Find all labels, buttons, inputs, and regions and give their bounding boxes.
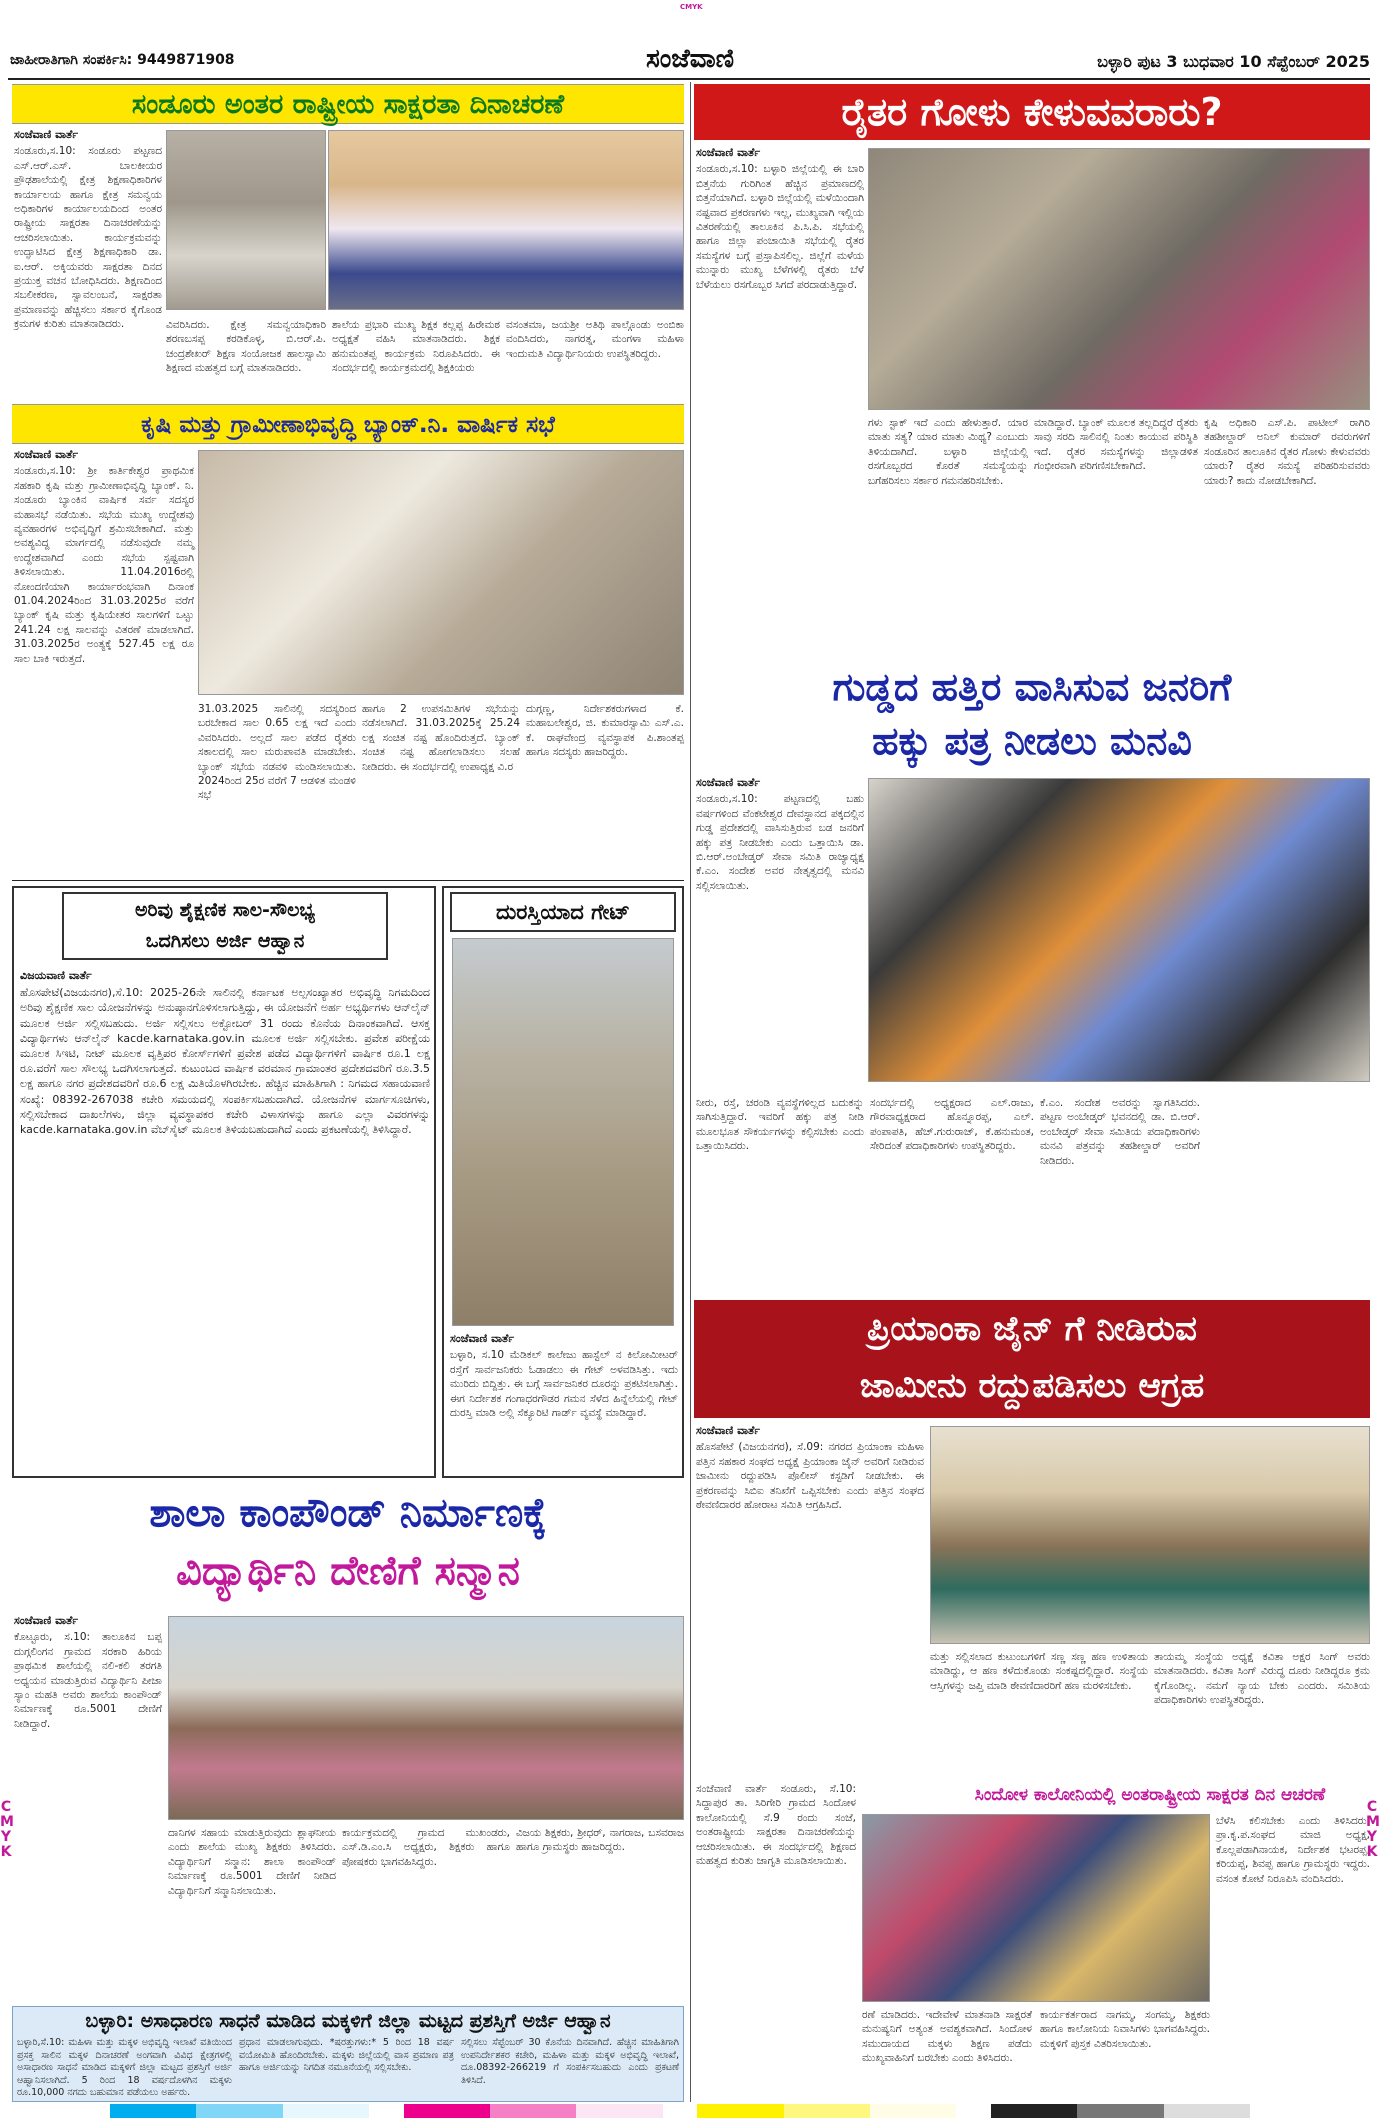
farmers-col-3: ಮಾಡಿದ್ದಾರೆ. ಬ್ಯಾಂಕ್ ಮೂಲಕ ತಲ್ಲದಿದ್ದರೆ ರೈತರು ಸಾವು ಸರದಿ ಸಾಲಿನಲ್ಲಿ ನಿಂತು ಕಾಯುವ ಪರಿಸ್ಥಿತಿ ಇದೆ. ರೈತರ ಸಮಸ್ಯೆಗಳನ್ನು ಜಿಲ್ಲಾಡಳಿತ ಗಂಭೀರವಾಗಿ ಪರಿಗಣಿಸಬೇಕಾಗಿದೆ. (1034, 417, 1198, 473)
literacy-headline-bar (12, 84, 684, 124)
education-loan-headline-1: ಅರಿವು ಶೈಕ್ಷಣಿಕ ಸಾಲ-ಸೌಲಭ್ಯ (135, 899, 315, 921)
left-divider-1 (12, 880, 684, 881)
awards-headline: ಬಳ್ಳಾರಿ: ಅಸಾಧಾರಣ ಸಾಧನೆ ಮಾಡಿದ ಮಕ್ಕಳಿಗೆ ಜಿಲ್ಲಾ ಮಟ್ಟದ ಪ್ರಶಸ್ತಿಗೆ ಅರ್ಜಿ ಆಹ್ವಾನ (85, 2010, 611, 2032)
hill-byline: ಸಂಜೆವಾಣಿ ವಾರ್ತೆ (696, 776, 761, 789)
sindhol-headline-bar (930, 1780, 1370, 1810)
edition-line: ಬಳ್ಳಾರಿ ಪುಟ 3 ಬುಧವಾರ 10 ಸೆಪ್ಟೆಂಬರ್ 2025 (1097, 52, 1370, 71)
swatch-magenta-light (490, 2104, 576, 2118)
masthead-divider (8, 78, 1370, 80)
farmers-headline-bar (694, 84, 1370, 140)
awards-box (12, 2006, 684, 2102)
bank-photo (198, 450, 684, 695)
swatch-gap-1 (369, 2104, 404, 2118)
hill-col-5 (1206, 1096, 1370, 1292)
sindhol-headline: ಸಿಂದೋಳ ಕಾಲೋನಿಯಲ್ಲಿ ಅಂತರಾಷ್ಟ್ರೀಯ ಸಾಕ್ಷರತ ದಿನ ಆಚರಣೆ (974, 1785, 1326, 1805)
literacy-byline: ಸಂಜೆವಾಣಿ ವಾರ್ತೆ (14, 128, 79, 141)
literacy-headline: ಸಂಡೂರು ಅಂತರ ರಾಷ್ಟ್ರೀಯ ಸಾಕ್ಷರತಾ ದಿನಾಚರಣೆ (131, 89, 565, 120)
cmyk-right-text: CMYK (1366, 1799, 1380, 1860)
gate-headline-box (450, 892, 676, 932)
education-loan-byline: ವಿಜಯವಾಣಿ ವಾರ್ತೆ (20, 969, 92, 982)
priyanka-col-2: ಮತ್ತು ಸಲ್ಲಿಸಲಾದ ಕುಟುಂಬಗಳಿಗೆ ಸಣ್ಣ ಸಣ್ಣ ಹಣ ಉಳಿತಾಯ ಮಾಡಿದ್ದು, ಆ ಹಣ ಕಳೆದುಕೊಂಡು ಸಂಕಷ್ಟದಲ್ಲಿದ್ದಾರೆ. ಸಂಸ್ಥೆಯ ಆಸ್ತಿಗಳನ್ನು ಜಪ್ತಿ ಮಾಡಿ ಠೇವಣಿದಾರರಿಗೆ ಹಣ ಮರಳಿಸಬೇಕು. (930, 1651, 1148, 1692)
cmyk-mark-right (1366, 1800, 1378, 1870)
gate-byline: ಸಂಜೆವಾಣಿ ವಾರ್ತೆ (450, 1332, 515, 1345)
swatch-cyan-pale (283, 2104, 369, 2118)
compound-photo (168, 1616, 684, 1820)
sindhol-photo (862, 1814, 1210, 2002)
hill-photo (868, 778, 1370, 1082)
awards-col-2: ಪ್ರಧಾನ ಮಾಡಲಾಗುವುದು. *ಷರತ್ತುಗಳು:* 5 ರಿಂದ 18 ವರ್ಷ ವಯೋಮಿತಿ ಹೊಂದಿರಬೇಕು. ಮಕ್ಕಳು ಜಿಲ್ಲೆಯಲ್ಲಿ ವಾಸ ಪ್ರಮಾಣ ಪತ್ರ ಹಾಗೂ ಅರ್ಜಿಯನ್ನು ನಿಗದಿತ ನಮೂನೆಯಲ್ಲಿ ಸಲ್ಲಿಸಬೇಕು. (239, 2037, 454, 2073)
literacy-col-4: ವಸಂತಮಾ, ಜಯಶ್ರೀ ಅತಿಥಿ ಪಾಲ್ಗೊಂಡು ಅಂಬಿಕಾ ವಂದಿಸಿದರು, ನಾಗರತ್ನ, ಮಂಗಳಾ ಮಹಿಳಾ ಇಂದುಮತಿ ವಿದ್ಯಾರ್ಥಿನಿಯರು ಉಪಸ್ಥಿತರಿದ್ದರು. (506, 319, 684, 360)
bank-byline: ಸಂಜೆವಾಣಿ ವಾರ್ತೆ (14, 448, 79, 461)
logo-text: ಸಂಜೆವಾಣಿ (645, 44, 735, 74)
compound-text-1: ಕೊಟ್ಟೂರು, ಸ.10: ತಾಲೂಕಿನ ಬಪ್ಪ ದುಗ್ಗಲಿಂಗನ ಗ್ರಾಮದ ಸರಕಾರಿ ಹಿರಿಯ ಪ್ರಾಥಮಿಕ ಶಾಲೆಯಲ್ಲಿ ನಲಿ-ಕಲಿ ತರಗತಿ ಅಧ್ಯಯನ ಮಾಡುತ್ತಿರುವ ವಿದ್ಯಾರ್ಥಿನಿ ಪೀಜಾ ಸ್ಯಾಂ ಮಹತಿ ಅವರು ಶಾಲೆಯ ಕಾಂಪೌಂಡ್ ನಿರ್ಮಾಣಕ್ಕೆ ರೂ.5001 ದೇಣಿಗೆ ನೀಡಿದ್ದಾರೆ. (14, 1631, 162, 1730)
education-loan-headline-box (62, 892, 388, 960)
gate-body (450, 1332, 678, 1474)
main-column-divider (690, 82, 691, 2102)
priyanka-photo (930, 1426, 1370, 1644)
compound-headline-area (12, 1484, 684, 1610)
swatch-yellow-light (784, 2104, 870, 2118)
priyanka-headline-bar (694, 1300, 1370, 1418)
hill-col-1 (696, 776, 864, 1092)
sindhol-col-4: ಬೆಳೆಸಿ ಕಲಿಸಬೇಕು ಎಂದು ತಿಳಿಸಿದರು. ಪ್ರಾ.ಕೃ.ಪ.ಸಂಘದ ಮಾಜಿ ಅಧ್ಯಕ್ಷ, ಕೊಲ್ಲಪಡಾಗಿನಾಯಕ, ನಿರ್ದೇಶಕ ಭಟರಪ್ಪ, ಕರಿಯಪ್ಪ, ಶಿವಪ್ಪ ಹಾಗೂ ಗ್ರಾಮಸ್ಥರು ಇದ್ದರು. ವಸಂತ ಕೋಟೆ ನಿರೂಪಿಸಿ ವಂದಿಸಿದರು. (1216, 1815, 1370, 1885)
bank-headline-bar (12, 404, 684, 444)
gate-photo (452, 938, 674, 1326)
swatch-cyan-light (196, 2104, 282, 2118)
bank-col-1 (14, 448, 194, 874)
hill-headline-area (694, 660, 1370, 770)
swatch-gap-3 (956, 2104, 991, 2118)
farmers-byline: ಸಂಜೆವಾಣಿ ವಾರ್ತೆ (696, 146, 761, 159)
compound-headline-2: ವಿದ್ಯಾರ್ಥಿನಿ ದೇಣಿಗೆ ಸನ್ಮಾನ (176, 1548, 520, 1594)
gate-box (442, 886, 684, 1478)
priyanka-col-1 (696, 1424, 924, 1776)
compound-col-4: ವಿಜಯ ಶಿಕ್ಷಕರು, ಶ್ರೀಧರ್, ನಾಗರಾಜ, ಬಸವರಾಜ ಹಾಗೂ ಗ್ರಾಮಸ್ಥರು ಹಾಜರಿದ್ದರು. (516, 1827, 684, 1854)
hill-headline-2: ಹಕ್ಕು ಪತ್ರ ನೀಡಲು ಮನವಿ (872, 719, 1192, 763)
awards-col-1: ಬಳ್ಳಾರಿ,ಸೆ.10: ಮಹಿಳಾ ಮತ್ತು ಮಕ್ಕಳ ಅಭಿವೃದ್ಧಿ ಇಲಾಖೆ ವತಿಯಿಂದ ಪ್ರಸಕ್ತ ಸಾಲಿನ ಮಕ್ಕಳ ದಿನಾಚರಣೆ ಅಂಗವಾಗಿ ವಿವಿಧ ಕ್ಷೇತ್ರಗಳಲ್ಲಿ ಅಸಾಧಾರಣ ಸಾಧನೆ ಮಾಡಿದ ಮಕ್ಕಳಿಗೆ ಜಿಲ್ಲಾ ಮಟ್ಟದ ಪ್ರಶಸ್ತಿಗೆ ಅರ್ಜಿ ಆಹ್ವಾನಿಸಲಾಗಿದೆ. 5 ರಿಂದ 18 ವರ್ಷದೊಳಗಿನ ಮಕ್ಕಳು ರೂ.10,000 ನಗದು ಬಹುಮಾನ ಪಡೆಯಲು ಅರ್ಹರು. (17, 2037, 232, 2098)
education-loan-box (12, 886, 436, 1478)
literacy-photo-2 (328, 130, 684, 310)
hill-col-3: ಸಂದರ್ಭದಲ್ಲಿ ಅಧ್ಯಕ್ಷರಾದ ಎಲ್.ರಾಜು, ಗೌರವಾಧ್ಯಕ್ಷರಾದ ಹೊನ್ನೂರಪ್ಪ, ಎಲ್. ಪಂಪಾಪತಿ, ಹೆಚ್.ಗುರುರಾಜ್, ಕೆ.ಹನುಮಂತ, ಸೇರಿದಂತೆ ಪದಾಧಿಕಾರಿಗಳು ಉಪಸ್ಥಿತರಿದ್ದರು. (870, 1097, 1034, 1153)
literacy-col-1 (14, 128, 162, 396)
gate-text: ಬಳ್ಳಾರಿ, ಸ.10 ಮೆಡಿಕಲ್ ಕಾಲೇಜು ಹಾಸ್ಟೆಲ್ ನ ಕಿಲೋಮೀಟರ್ ರಸ್ತೆಗೆ ಸಾರ್ವಜನಿಕರು ಓಡಾಡಲು ಈ ಗೇಟ್ ಅಳವಡಿಸಿತ್ತು. ಇದು ಮುರಿದು ಬಿದ್ದಿತ್ತು. ಈ ಬಗ್ಗೆ ಸಾರ್ವಜನಿಕರ ದೂರನ್ನು ಪ್ರಕಟಿಸಲಾಗಿತ್ತು. ಈಗ ನಿರ್ದೇಶಕ ಗಂಗಾಧರಗೌಡರ ಗಮನ ಸೆಳೆದ ಹಿನ್ನೆಲೆಯಲ್ಲಿ ಗೇಟ್ ದುರಸ್ತಿ ಮಾಡಿ ಅಲ್ಲಿ ಸೆಕ್ಯೂರಿಟಿ ಗಾರ್ಡ್ ವ್ಯವಸ್ಥೆ ಮಾಡಿದ್ದಾರೆ. (450, 1349, 678, 1420)
literacy-photo-1 (166, 130, 326, 310)
farmers-headline: ರೈತರ ಗೋಳು ಕೇಳುವವರಾರು? (841, 90, 1223, 134)
hill-headline-1: ಗುಡ್ಡದ ಹತ್ತಿರ ವಾಸಿಸುವ ಜನರಿಗೆ (832, 665, 1232, 709)
education-loan-text: ಹೊಸಪೇಟೆ(ವಿಜಯನಗರ),ಸೆ.10: 2025-26ನೇ ಸಾಲಿನಲ್ಲಿ ಕರ್ನಾಟಕ ಅಲ್ಪಸಂಖ್ಯಾತರ ಅಭಿವೃದ್ಧಿ ನಿಗಮದಿಂದ ಅರಿವು ಶೈಕ್ಷಣಿಕ ಸಾಲ ಯೋಜನೆಗಳನ್ನು ಅನುಷ್ಠಾನಗೊಳಿಸಲಾಗುತ್ತಿದ್ದು, ಈ ಯೋಜನೆಗೆ ಅರ್ಹ ಅಭ್ಯರ್ಥಿಗಳು ಆನ್‌ಲೈನ್ ಮೂಲಕ ಅರ್ಜಿ ಸಲ್ಲಿಸಬಹುದು. ಅರ್ಜಿ ಸಲ್ಲಿಸಲು ಅಕ್ಟೋಬರ್ 31 ರಂದು ಕೊನೆಯ ದಿನಾಂಕವಾಗಿದೆ. ಆಸಕ್ತ ವಿದ್ಯಾರ್ಥಿಗಳು ಆನ್‌ಲೈನ್ kacde.karnataka.gov.in ಮೂಲಕ ಅರ್ಜಿ ಸಲ್ಲಿಸಬೇಕು. ಪ್ರವೇಶ ಪರೀಕ್ಷೆಯ ಮೂಲಕ ಸಿಇಟಿ, ನೀಟ್ ಮೂಲಕ ವೃತ್ತಿಪರ ಕೋರ್ಸ್‌ಗಳಿಗೆ ಪ್ರವೇಶ ಪಡೆದ ವಿದ್ಯಾರ್ಥಿಗಳಿಗೆ ವಾರ್ಷಿಕ ರೂ.1 ಲಕ್ಷ ರೂ.ವರೆಗೆ ಸಾಲ ಸೌಲಭ್ಯ ಒದಗಿಸಲಾಗುತ್ತದೆ. ಕುಟುಂಬದ ವಾರ್ಷಿಕ ವರಮಾನ ಗ್ರಾಮಾಂತರ ಪ್ರದೇಶದವರಿಗೆ ರೂ.3.5 ಲಕ್ಷ ಹಾಗೂ ನಗರ ಪ್ರದೇಶದವರಿಗೆ ರೂ.6 ಲಕ್ಷ ಮಿತಿಯೊಳಗಿರಬೇಕು. ಹೆಚ್ಚಿನ ಮಾಹಿತಿಗಾಗಿ : ನಿಗಮದ ಸಹಾಯವಾಣಿ ಸಂಖ್ಯೆ: 08392-267038 ಕಚೇರಿ ಸಮಯದಲ್ಲಿ ಸಂಪರ್ಕಿಸಬಹುದಾಗಿದೆ. ಯೋಜನೆಗಳ ಮಾರ್ಗಸೂಚಿಗಳು, ಸಲ್ಲಿಸಬೇಕಾದ ದಾಖಲೆಗಳು, ಜಿಲ್ಲಾ ವ್ಯವಸ್ಥಾಪಕರ ಕಚೇರಿ ವಿಳಾಸಗಳನ್ನು ಹಾಗೂ ಎಲ್ಲಾ ವಿವರಗಳನ್ನು kacde.karnataka.gov.in ವೆಬ್‌ಸೈಟ್ ಮೂಲಕ ತಿಳಿಯಬಹುದಾಗಿದೆ ಎಂದು ಪ್ರಕಟಣೆಯಲ್ಲಿ ತಿಳಿಸಿದ್ದಾರೆ. (20, 986, 430, 1137)
compound-headline-1: ಶಾಲಾ ಕಾಂಪೌಂಡ್ ನಿರ್ಮಾಣಕ್ಕೆ (149, 1490, 547, 1536)
swatch-cyan (110, 2104, 196, 2118)
bank-col-2: 31.03.2025 ಸಾಲಿನಲ್ಲಿ ಸದಸ್ಯರಿಂದ ಬರಬೇಕಾದ ಸಾಲ 0.65 ಲಕ್ಷ ಇದೆ ಎಂದು ವಿವರಿಸಿದರು. ಅಲ್ಲದೆ ಸಾಲ ಪಡೆದ ರೈತರು ಸಕಾಲದಲ್ಲಿ ಸಾಲ ಮರುಪಾವತಿ ಮಾಡಬೇಕು. ಬ್ಯಾಂಕ್ ಸಭೆಯ ನಡವಳಿ ಮಂಡಿಸಲಾಯಿತು. 2024ರಿಂದ 25ರ ವರೆಗೆ 7 ಆಡಳಿತ ಮಂಡಳಿ ಸಭೆ (198, 703, 356, 802)
hill-col-2: ನೀರು, ರಸ್ತೆ, ಚರಂಡಿ ವ್ಯವಸ್ಥೆಗಳಿಲ್ಲದ ಬದುಕನ್ನು ಸಾಗಿಸುತ್ತಿದ್ದಾರೆ. ಇವರಿಗೆ ಹಕ್ಕು ಪತ್ರ ನೀಡಿ ಮೂಲಭೂತ ಸೌಕರ್ಯಗಳನ್ನು ಕಲ್ಪಿಸಬೇಕು ಎಂದು ಒತ್ತಾಯಿಸಿದರು. (696, 1097, 864, 1153)
cmyk-top-mark: CMYK (680, 3, 703, 11)
hill-text-1: ಸಂಡೂರು,ಸ.10: ಪಟ್ಟಣದಲ್ಲಿ ಬಹು ವರ್ಷಗಳಿಂದ ವೆಂಕಟೇಶ್ವರ ದೇವಸ್ಥಾನದ ಪಕ್ಕದಲ್ಲಿನ ಗುಡ್ಡ ಪ್ರದೇಶದಲ್ಲಿ ವಾಸಿಸುತ್ತಿರುವ ಬಡ ಜನರಿಗೆ ಹಕ್ಕು ಪತ್ರ ನೀಡಬೇಕು ಎಂದು ಒತ್ತಾಯಿಸಿ ಡಾ. ಬಿ.ಆರ್.ಅಂಬೇಡ್ಕರ್ ಸೇವಾ ಸಮಿತಿ ರಾಜ್ಯಾಧ್ಯಕ್ಷ ಕೆ.ಎಂ. ಸಂದೇಶ ಅವರ ನೇತೃತ್ವದಲ್ಲಿ ಮನವಿ ಸಲ್ಲಿಸಲಾಯಿತು. (696, 793, 864, 892)
swatch-gap-2 (663, 2104, 698, 2118)
swatch-gray-light (1164, 2104, 1250, 2118)
farmers-col-2: ಗಳು ಸ್ಟಾಕ್ ಇದೆ ಎಂದು ಹೇಳುತ್ತಾರೆ. ಯಾರ ಮಾತು ಸತ್ಯ? ಯಾರ ಮಾತು ಮಿಥ್ಯ? ಎಂಬುದು ತಿಳಿಯದಾಗಿದೆ. ಬಳ್ಳಾರಿ ಜಿಲ್ಲೆಯಲ್ಲಿ ರಸಗೊಬ್ಬರದ ಕೊರತೆ ಸಮಸ್ಯೆಯನ್ನು ಬಗೆಹರಿಸಲು ಸರ್ಕಾರ ಗಮನಹರಿಸಬೇಕು. (868, 417, 1028, 487)
farmers-text-1: ಸಂಡೂರು,ಸ.10: ಬಳ್ಳಾರಿ ಜಿಲ್ಲೆಯಲ್ಲಿ ಈ ಬಾರಿ ಬಿತ್ತನೆಯ ಗುರಿಗಿಂತ ಹೆಚ್ಚಿನ ಪ್ರಮಾಣದಲ್ಲಿ ಬಿತ್ತನೆಯಾಗಿದೆ. ಬಳ್ಳಾರಿ ಜಿಲ್ಲೆಯಲ್ಲಿ ಮಳೆಯಿಂದಾಗಿ ನಷ್ಟವಾದ ಪ್ರಕರಣಗಳು ಇಲ್ಲ, ಮುಖ್ಯವಾಗಿ ಇಲ್ಲಿಯ ವಿತರಣೆಯಲ್ಲಿ ತಾಲೂಕಿನ ಪಿ.ಸಿ.ಪಿ. ಸಭೆಯಲ್ಲಿ ಹಾಗೂ ಜಿಲ್ಲಾ ಪಂಚಾಯಿತಿ ಸಭೆಯಲ್ಲಿ ರೈತರ ಸಮಸ್ಯೆಗಳ ಬಗ್ಗೆ ಪ್ರಸ್ತಾಪಿಸಲಿಲ್ಲ. ಜಿಲ್ಲೆಗೆ ಮಳೆಯ ಮುನ್ನಾರು ಮುಖ್ಯ ಬೆಳೆಗಳಲ್ಲಿ ರೈತರು ಬೆಳೆ ಬೆಳೆಯಲು ರಸಗೊಬ್ಬರ ಸಿಗದೆ ಪರದಾಡುತ್ತಿದ್ದಾರೆ. (696, 163, 864, 291)
priyanka-text-1: ಹೊಸಪೇಟೆ (ವಿಜಯನಗರ), ಸೆ.09: ನಗರದ ಪ್ರಿಯಾಂಕಾ ಮಹಿಳಾ ಪತ್ತಿನ ಸಹಕಾರ ಸಂಘದ ಅಧ್ಯಕ್ಷೆ ಪ್ರಿಯಾಂಕಾ ಜೈನ್ ಅವರಿಗೆ ನೀಡಿರುವ ಜಾಮೀನು ರದ್ದುಪಡಿಸಿ ಪೊಲೀಸ್ ಕಸ್ಟಡಿಗೆ ನೀಡಬೇಕು. ಈ ಪ್ರಕರಣವನ್ನು ಸಿಬಿಐ ತನಿಖೆಗೆ ಒಪ್ಪಿಸಬೇಕು ಎಂದು ಪತ್ತಿನ ಸಂಘದ ಠೇವಣಿದಾರರ ಹೋರಾಟ ಸಮಿತಿ ಆಗ್ರಹಿಸಿದೆ. (696, 1441, 924, 1512)
compound-col-1 (14, 1614, 162, 2000)
compound-byline: ಸಂಜೆವಾಣಿ ವಾರ್ತೆ (14, 1614, 79, 1627)
swatch-yellow-pale (870, 2104, 956, 2118)
bank-headline: ಕೃಷಿ ಮತ್ತು ಗ್ರಾಮೀಣಾಭಿವೃದ್ಧಿ ಬ್ಯಾಂಕ್.ನಿ. ವಾರ್ಷಿಕ ಸಭೆ (141, 412, 555, 438)
swatch-gray (1077, 2104, 1163, 2118)
gate-headline: ದುರಸ್ತಿಯಾದ ಗೇಟ್ (496, 900, 630, 924)
priyanka-headline-1: ಪ್ರಿಯಾಂಕಾ ಜೈನ್ ಗೆ ನೀಡಿರುವ (867, 1309, 1197, 1349)
education-loan-body (20, 968, 430, 1472)
sindhol-col-1: ಸಂಜೆವಾಣಿ ವಾರ್ತೆ ಸಂಡೂರು, ಸೆ.10: ಸಿದ್ದಾಪುರ ತಾ. ಸಿರಿಗೇರಿ ಗ್ರಾಮದ ಸಿಂದೋಳ ಕಾಲೋನಿಯಲ್ಲಿ ಸೆ.9 ರಂದು ಸಂಜೆ, ಅಂತರಾಷ್ಟ್ರೀಯ ಸಾಕ್ಷರತಾ ದಿನಾಚರಣೆಯನ್ನು ಆಚರಿಸಲಾಯಿತು. ಈ ಸಂದರ್ಭದಲ್ಲಿ ಶಿಕ್ಷಣದ ಮಹತ್ವದ ಕುರಿತು ಜಾಗೃತಿ ಮೂಡಿಸಲಾಯಿತು. (696, 1783, 856, 1868)
priyanka-byline: ಸಂಜೆವಾಣಿ ವಾರ್ತೆ (696, 1424, 761, 1437)
priyanka-headline-2: ಜಾಮೀನು ರದ್ದುಪಡಿಸಲು ಆಗ್ರಹ (859, 1366, 1205, 1406)
literacy-text-1: ಸಂಡೂರು,ಸ.10: ಸಂಡೂರು ಪಟ್ಟಣದ ಎಸ್.ಆರ್.ಎಸ್. ಬಾಲಕೀಯರ ಪ್ರೌಢಶಾಲೆಯಲ್ಲಿ ಕ್ಷೇತ್ರ ಶಿಕ್ಷಣಾಧಿಕಾರಿಗಳ ಕಾರ್ಯಾಲಯ ಹಾಗೂ ಕ್ಷೇತ್ರ ಸಮನ್ವಯ ಅಧಿಕಾರಿಗಳ ಕಾರ್ಯಾಲಯದಿಂದ ಅಂತರ ರಾಷ್ಟ್ರೀಯ ಸಾಕ್ಷರತಾ ದಿನಾಚರಣೆಯನ್ನು ಆಚರಿಸಲಾಯಿತು. ಕಾರ್ಯಕ್ರಮವನ್ನು ಉದ್ಘಾಟಿಸಿದ ಕ್ಷೇತ್ರ ಶಿಕ್ಷಣಾಧಿಕಾರಿ ಡಾ. ಐ.ಆರ್. ಅಕ್ಕಿಯವರು ಸಾಕ್ಷರತಾ ದಿನದ ಪ್ರಯುಕ್ತ ವಚನ ಬೋಧಿಸಿದರು. ಶಿಕ್ಷಣದಿಂದ ಸಬಲೀಕರಣ, ಸ್ವಾವಲಂಬನೆ, ಸಾಕ್ಷರತಾ ಪ್ರಮಾಣವನ್ನು ಹೆಚ್ಚಿಸಲು ಸರ್ಕಾರ ಕೈಗೊಂಡ ಕ್ರಮಗಳ ಕುರಿತು ಮಾತನಾಡಿದರು. (14, 145, 162, 331)
bank-col-3: ಹಾಗೂ 2 ಉಪಸಮಿತಿಗಳ ಸಭೆಯನ್ನು ನಡೆಸಲಾಗಿದೆ. 31.03.2025ಕ್ಕೆ 25.24 ಲಕ್ಷ ಸಂಚಿತ ನಷ್ಟ ಹೊಂದಿರುತ್ತದೆ. ಬ್ಯಾಂಕ್ ಸಂಚಿತ ನಷ್ಟ ಹೋಗಲಾಡಿಸಲು ಸಲಹೆ ನೀಡಿದರು. ಈ ಸಂದರ್ಭದಲ್ಲಿ ಉಪಾಧ್ಯಕ್ಷ ವಿ.ರ (362, 703, 520, 773)
bank-col-4: ದುಗ್ಗಣ್ಣ, ನಿರ್ದೇಶಕರುಗಳಾದ ಕೆ. ಮಹಾಬಲೇಶ್ವರ, ಜಿ. ಕುಮಾರಸ್ವಾಮಿ ಎಸ್.ಎ. ಕೆ. ರಾಘವೇಂದ್ರ ವ್ಯವಸ್ಥಾಪಕ ಪಿ.ಶಾಂತಪ್ಪ ಹಾಗೂ ಸದಸ್ಯರು ಹಾಜರಿದ್ದರು. (526, 703, 684, 759)
literacy-col-2: ವಿವರಿಸಿದರು. ಕ್ಷೇತ್ರ ಸಮನ್ವಯಾಧಿಕಾರಿ ಶರಣಬಸಪ್ಪ ಕರಡಿಕೊಳ್ಳ, ಬಿ.ಆರ್.ಪಿ. ಚಂದ್ರಶೇಖರ್ ಶಿಕ್ಷಣ ಸಂಯೋಜಕ ಹಾಲಸ್ವಾಮಿ ಶಿಕ್ಷಣದ ಮಹತ್ವದ ಬಗ್ಗೆ ಮಾತನಾಡಿದರು. (166, 319, 326, 375)
contact-line: ಜಾಹೀರಾತಿಗಾಗಿ ಸಂಪರ್ಕಿಸಿ: 9449871908 (10, 52, 235, 68)
education-loan-headline-2: ಒದಗಿಸಲು ಅರ್ಜಿ ಆಹ್ವಾನ (145, 930, 305, 952)
hill-col-4: ಕೆ.ಎಂ. ಸಂದೇಶ ಅವರನ್ನು ಸ್ವಾಗತಿಸಿದರು. ಪಟ್ಟಣ ಅಂಬೇಡ್ಕರ್ ಭವನದಲ್ಲಿ ಡಾ. ಬಿ.ಆರ್. ಅಂಬೇಡ್ಕರ್ ಸೇವಾ ಸಮಿತಿಯ ಪದಾಧಿಕಾರಿಗಳು ಮನವಿ ಪತ್ರವನ್ನು ತಹಶೀಲ್ದಾರ್ ಅವರಿಗೆ ನೀಡಿದರು. (1040, 1097, 1200, 1167)
bank-text-1: ಸಂಡೂರು,ಸ.10: ಶ್ರೀ ಕಾರ್ತಿಕೇಶ್ವರ ಪ್ರಾಥಮಿಕ ಸಹಕಾರಿ ಕೃಷಿ ಮತ್ತು ಗ್ರಾಮೀಣಾಭಿವೃದ್ಧಿ ಬ್ಯಾಂಕ್. ನಿ. ಸಂಡೂರು ಬ್ಯಾಂಕಿನ ವಾರ್ಷಿಕ ಸರ್ವ ಸದಸ್ಯರ ಮಹಾಸಭೆ ನಡೆಯಿತು. ಸಭೆಯ ಮುಖ್ಯ ಉದ್ದೇಶವು ವ್ಯವಹಾರಗಳ ಅಭಿವೃದ್ಧಿಗೆ ಶ್ರಮಿಸಬೇಕಾಗಿದೆ. ಮತ್ತು ಅವಶ್ಯವಿದ್ದ ಮಾರ್ಗದಲ್ಲಿ ನಡೆಸುವುದೇ ನಮ್ಮ ಉದ್ದೇಶವಾಗಿದೆ ಎಂದು ಸಭೆಯ ಸ್ಪಷ್ಟವಾಗಿ ತಿಳಿಸಲಾಯಿತು. 11.04.2016ರಲ್ಲಿ ನೋಂದಣಿಯಾಗಿ ಕಾರ್ಯಾರಂಭವಾಗಿ ದಿನಾಂಕ 01.04.2024ರಿಂದ 31.03.2025ರ ವರೆಗೆ ಬ್ಯಾಂಕ್ ಕೃಷಿ ಮತ್ತು ಕೃಷಿಯೇತರ ಸಾಲಗಳಿಗೆ ಒಟ್ಟು 241.24 ಲಕ್ಷ ಸಾಲವನ್ನು ವಿತರಣೆ ಮಾಡಲಾಗಿದೆ. 31.03.2025ರ ಅಂತ್ಯಕ್ಕೆ 527.45 ಲಕ್ಷ ರೂ ಸಾಲ ಬಾಕಿ ಇರುತ್ತದೆ. (14, 465, 194, 665)
swatch-magenta (404, 2104, 490, 2118)
priyanka-col-3: ತಾಯಮ್ಮ ಸಂಸ್ಥೆಯ ಅಧ್ಯಕ್ಷೆ ಕವಿತಾ ಅಕ್ಷರ ಸಿಂಗ್ ಅವರು ಮಾತನಾಡಿದರು. ಕವಿತಾ ಸಿಂಗ್ ವಿರುದ್ಧ ದೂರು ನೀಡಿದ್ದರೂ ಕ್ರಮ ಕೈಗೊಂಡಿಲ್ಲ. ನಮಗೆ ನ್ಯಾಯ ಬೇಕು ಎಂದರು. ಸಮಿತಿಯ ಪದಾಧಿಕಾರಿಗಳು ಉಪಸ್ಥಿತರಿದ್ದರು. (1154, 1651, 1370, 1707)
compound-col-2: ದಾನಿಗಳ ಸಹಾಯ ಮಾಡುತ್ತಿರುವುದು ಶ್ಲಾಘನೀಯ ಎಂದು ಶಾಲೆಯ ಮುಖ್ಯ ಶಿಕ್ಷಕರು ತಿಳಿಸಿದರು. ವಿದ್ಯಾರ್ಥಿನಿಗೆ ಸನ್ಮಾನ: ಶಾಲಾ ಕಾಂಪೌಂಡ್ ನಿರ್ಮಾಣಕ್ಕೆ ರೂ.5001 ದೇಣಿಗೆ ನೀಡಿದ ವಿದ್ಯಾರ್ಥಿನಿಗೆ ಸನ್ಮಾನಿಸಲಾಯಿತು. (168, 1827, 336, 1897)
swatch-yellow (697, 2104, 783, 2118)
farmers-col-4: ಕೃಷಿ ಅಧಿಕಾರಿ ಎಸ್.ಪಿ. ಪಾಟೀಲ್ ರಾಗಿರಿ ತಹಶೀಲ್ದಾರ್ ಅನಿಲ್ ಕುಮಾರ್ ರವರುಗಳಿಗೆ ಸಂಡೂರಿನ ತಾಲೂಕಿನ ರೈತರ ಗೋಳು ಕೇಳುವವರು ಯಾರು? ರೈತರ ಸಮಸ್ಯೆ ಪರಿಹರಿಸುವವರು ಯಾರು? ಕಾದು ನೋಡಬೇಕಾಗಿದೆ. (1204, 417, 1370, 487)
sindhol-col-3: ಕಾರ್ಯಕರ್ತರಾದ ನಾಗಮ್ಮ, ಸಂಗಮ್ಮ, ಶಿಕ್ಷಕರು ಹಾಗೂ ಕಾಲೋನಿಯ ನಿವಾಸಿಗಳು ಭಾಗವಹಿಸಿದ್ದರು. ಮಕ್ಕಳಿಗೆ ಪುಸ್ತಕ ವಿತರಿಸಲಾಯಿತು. (1040, 2009, 1210, 2050)
literacy-col-3: ಶಾಲೆಯ ಪ್ರಭಾರಿ ಮುಖ್ಯ ಶಿಕ್ಷಕ ಕಲ್ಲಪ್ಪ ಹಿರೇಮಠ ಅಧ್ಯಕ್ಷತೆ ವಹಿಸಿ ಮಾತನಾಡಿದರು. ಶಿಕ್ಷಕ ಹನುಮಂತಪ್ಪ ಕಾರ್ಯಕ್ರಮ ನಿರೂಪಿಸಿದರು. ಈ ಸಂದರ್ಭದಲ್ಲಿ ಕಾರ್ಯಕ್ರಮದಲ್ಲಿ ಶಿಕ್ಷಕಿಯರು (332, 319, 500, 375)
sindhol-col-2: ರಣೆ ಮಾಡಿದರು. ಇದೇವೇಳೆ ಮಾತನಾಡಿ ಸಾಕ್ಷರತೆ ಮನುಷ್ಯನಿಗೆ ಅತ್ಯಂತ ಅವಶ್ಯಕವಾಗಿದೆ. ಸಿಂದೋಳ ಸಮುದಾಯದ ಮಕ್ಕಳು ಶಿಕ್ಷಣ ಪಡೆದು ಮುಖ್ಯವಾಹಿನಿಗೆ ಬರಬೇಕು ಎಂದು ತಿಳಿಸಿದರು. (862, 2009, 1032, 2065)
color-calibration-strip (110, 2104, 1250, 2118)
swatch-magenta-pale (576, 2104, 662, 2118)
compound-col-3: ಕಾರ್ಯಕ್ರಮದಲ್ಲಿ ಗ್ರಾಮದ ಮುಖಂಡರು, ಎಸ್.ಡಿ.ಎಂ.ಸಿ ಅಧ್ಯಕ್ಷರು, ಶಿಕ್ಷಕರು ಹಾಗೂ ಪೋಷಕರು ಭಾಗವಹಿಸಿದ್ದರು. (342, 1827, 510, 1868)
swatch-black (991, 2104, 1077, 2118)
cmyk-left-text: CMYK (0, 1799, 14, 1860)
farmers-col-1 (696, 146, 864, 654)
masthead-logo (560, 44, 820, 78)
awards-col-3: ಸಲ್ಲಿಸಲು ಸೆಪ್ಟೆಂಬರ್ 30 ಕೊನೆಯ ದಿನವಾಗಿದೆ. ಹೆಚ್ಚಿನ ಮಾಹಿತಿಗಾಗಿ ಉಪನಿರ್ದೇಶಕರ ಕಚೇರಿ, ಮಹಿಳಾ ಮತ್ತು ಮಕ್ಕಳ ಅಭಿವೃದ್ಧಿ ಇಲಾಖೆ, ದೂ.08392-266219 ಗೆ ಸಂಪರ್ಕಿಸಬಹುದು ಎಂದು ಪ್ರಕಟಣೆ ತಿಳಿಸಿದೆ. (461, 2037, 679, 2086)
cmyk-mark-left (0, 1800, 12, 1870)
farmers-photo (868, 148, 1370, 410)
